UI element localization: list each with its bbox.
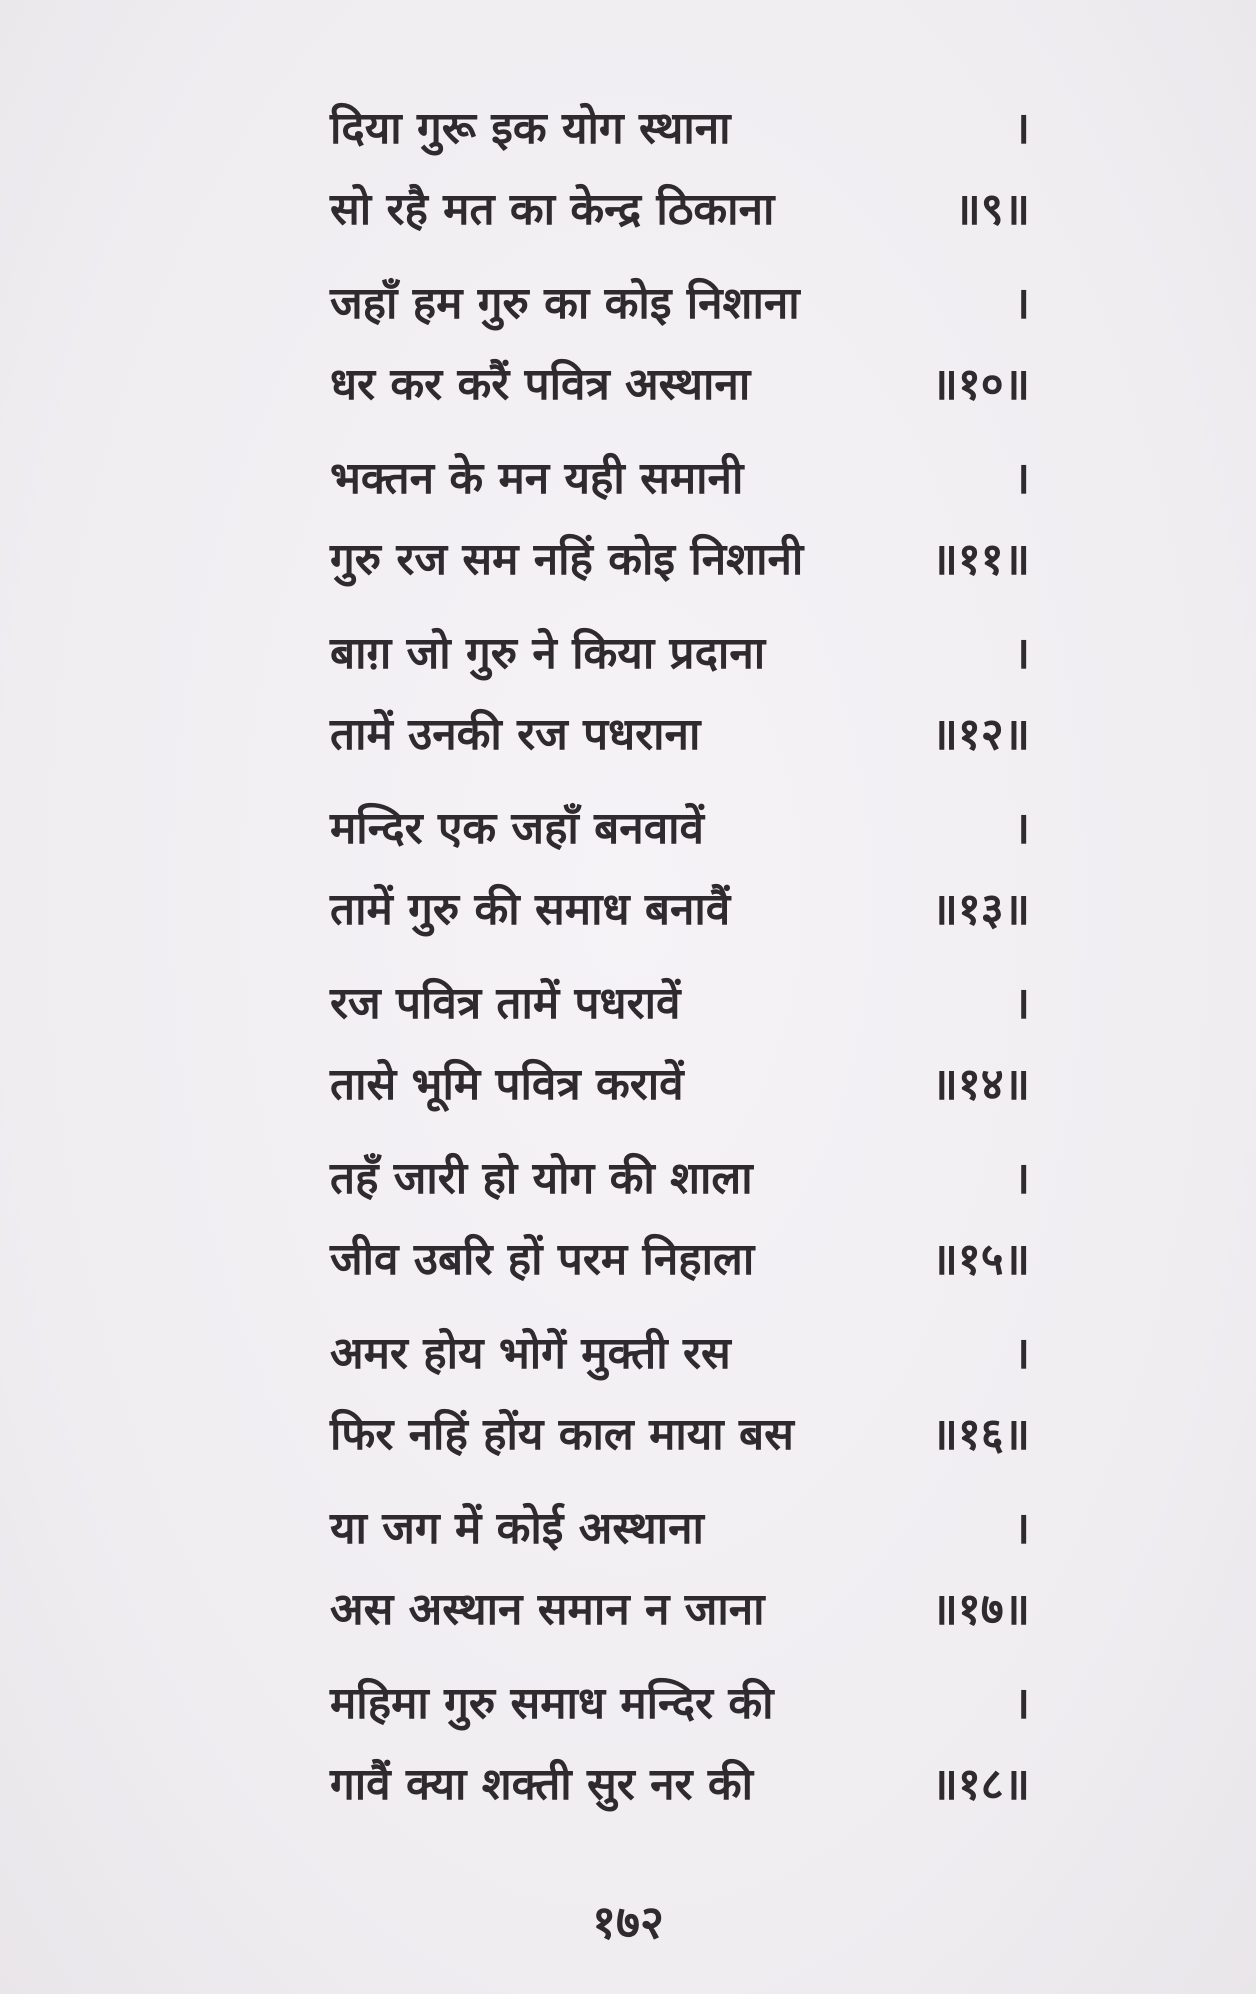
- verse-line: [330, 1227, 1030, 1308]
- verse-text: फिर नहिं होंय काल माया बस: [330, 1409, 794, 1460]
- verse-line: [330, 1496, 1030, 1577]
- verse-mark: ।: [1013, 1153, 1030, 1204]
- verse-line: [330, 1752, 1030, 1833]
- verse-text: या जग में कोई अस्थाना: [330, 1503, 704, 1554]
- verse-line: [330, 971, 1030, 1052]
- couplet-17: [330, 1496, 1030, 1658]
- verse-line: [330, 1052, 1030, 1133]
- verse-text: अमर होय भोगें मुक्ती रस: [330, 1328, 731, 1379]
- verse-mark: ।: [1013, 278, 1030, 329]
- verse-text: सो रहै मत का केन्द्र ठिकाना: [330, 184, 775, 235]
- verse-mark: ।: [1013, 628, 1030, 679]
- verse-text: बाग़ जो गुरु ने किया प्रदाना: [330, 628, 766, 679]
- verse-text: जीव उबरि हों परम निहाला: [330, 1234, 755, 1285]
- verse-line: [330, 796, 1030, 877]
- verse-text: जहाँ हम गुरु का कोइ निशाना: [330, 278, 800, 329]
- verse-number: ॥१७॥: [931, 1584, 1030, 1635]
- couplet-16: [330, 1321, 1030, 1483]
- verse-text: अस अस्थान समान न जाना: [330, 1584, 765, 1635]
- verse-mark: ।: [1013, 978, 1030, 1029]
- verse-number: ॥१४॥: [931, 1059, 1030, 1110]
- verse-line: [330, 1146, 1030, 1227]
- verse-line: [330, 96, 1030, 177]
- verse-text: महिमा गुरु समाध मन्दिर की: [330, 1678, 774, 1729]
- couplet-15: [330, 1146, 1030, 1308]
- verse-line: [330, 1577, 1030, 1658]
- verse-line: [330, 1402, 1030, 1483]
- verse-block: [330, 96, 1030, 1833]
- page-number: १७२: [592, 1895, 664, 1949]
- verse-text: तासे भूमि पवित्र करावें: [330, 1059, 684, 1110]
- verse-line: [330, 1671, 1030, 1752]
- verse-line: [330, 446, 1030, 527]
- verse-mark: ।: [1013, 1503, 1030, 1554]
- verse-mark: ।: [1013, 453, 1030, 504]
- couplet-9: [330, 96, 1030, 258]
- verse-mark: ।: [1013, 803, 1030, 854]
- couplet-11: [330, 446, 1030, 608]
- verse-line: [330, 177, 1030, 258]
- verse-number: ॥१५॥: [931, 1234, 1030, 1285]
- couplet-12: [330, 621, 1030, 783]
- verse-text: गावैं क्या शक्ती सुर नर की: [330, 1759, 754, 1810]
- couplet-14: [330, 971, 1030, 1133]
- verse-line: [330, 1321, 1030, 1402]
- verse-number: ॥१३॥: [931, 884, 1030, 935]
- verse-line: [330, 271, 1030, 352]
- verse-text: तामें गुरु की समाध बनावैं: [330, 884, 731, 935]
- verse-text: भक्तन के मन यही समानी: [330, 453, 744, 504]
- verse-mark: ।: [1013, 1328, 1030, 1379]
- couplet-13: [330, 796, 1030, 958]
- verse-number: ॥१८॥: [931, 1759, 1030, 1810]
- verse-number: ॥१६॥: [931, 1409, 1030, 1460]
- verse-number: ॥९॥: [954, 184, 1030, 235]
- verse-text: दिया गुरू इक योग स्थाना: [330, 103, 731, 154]
- verse-text: तामें उनकी रज पधराना: [330, 709, 701, 760]
- verse-mark: ।: [1013, 1678, 1030, 1729]
- verse-number: ॥१०॥: [931, 359, 1030, 410]
- verse-mark: ।: [1013, 103, 1030, 154]
- couplet-10: [330, 271, 1030, 433]
- verse-line: [330, 621, 1030, 702]
- verse-text: गुरु रज सम नहिं कोइ निशानी: [330, 534, 804, 585]
- verse-text: रज पवित्र तामें पधरावें: [330, 978, 681, 1029]
- couplet-18: [330, 1671, 1030, 1833]
- verse-text: मन्दिर एक जहाँ बनवावें: [330, 803, 705, 854]
- verse-line: [330, 352, 1030, 433]
- verse-line: [330, 527, 1030, 608]
- verse-text: धर कर करैं पवित्र अस्थाना: [330, 359, 751, 410]
- verse-number: ॥१२॥: [931, 709, 1030, 760]
- verse-line: [330, 702, 1030, 783]
- verse-number: ॥११॥: [931, 534, 1030, 585]
- verse-text: तहँ जारी हो योग की शाला: [330, 1153, 753, 1204]
- verse-line: [330, 877, 1030, 958]
